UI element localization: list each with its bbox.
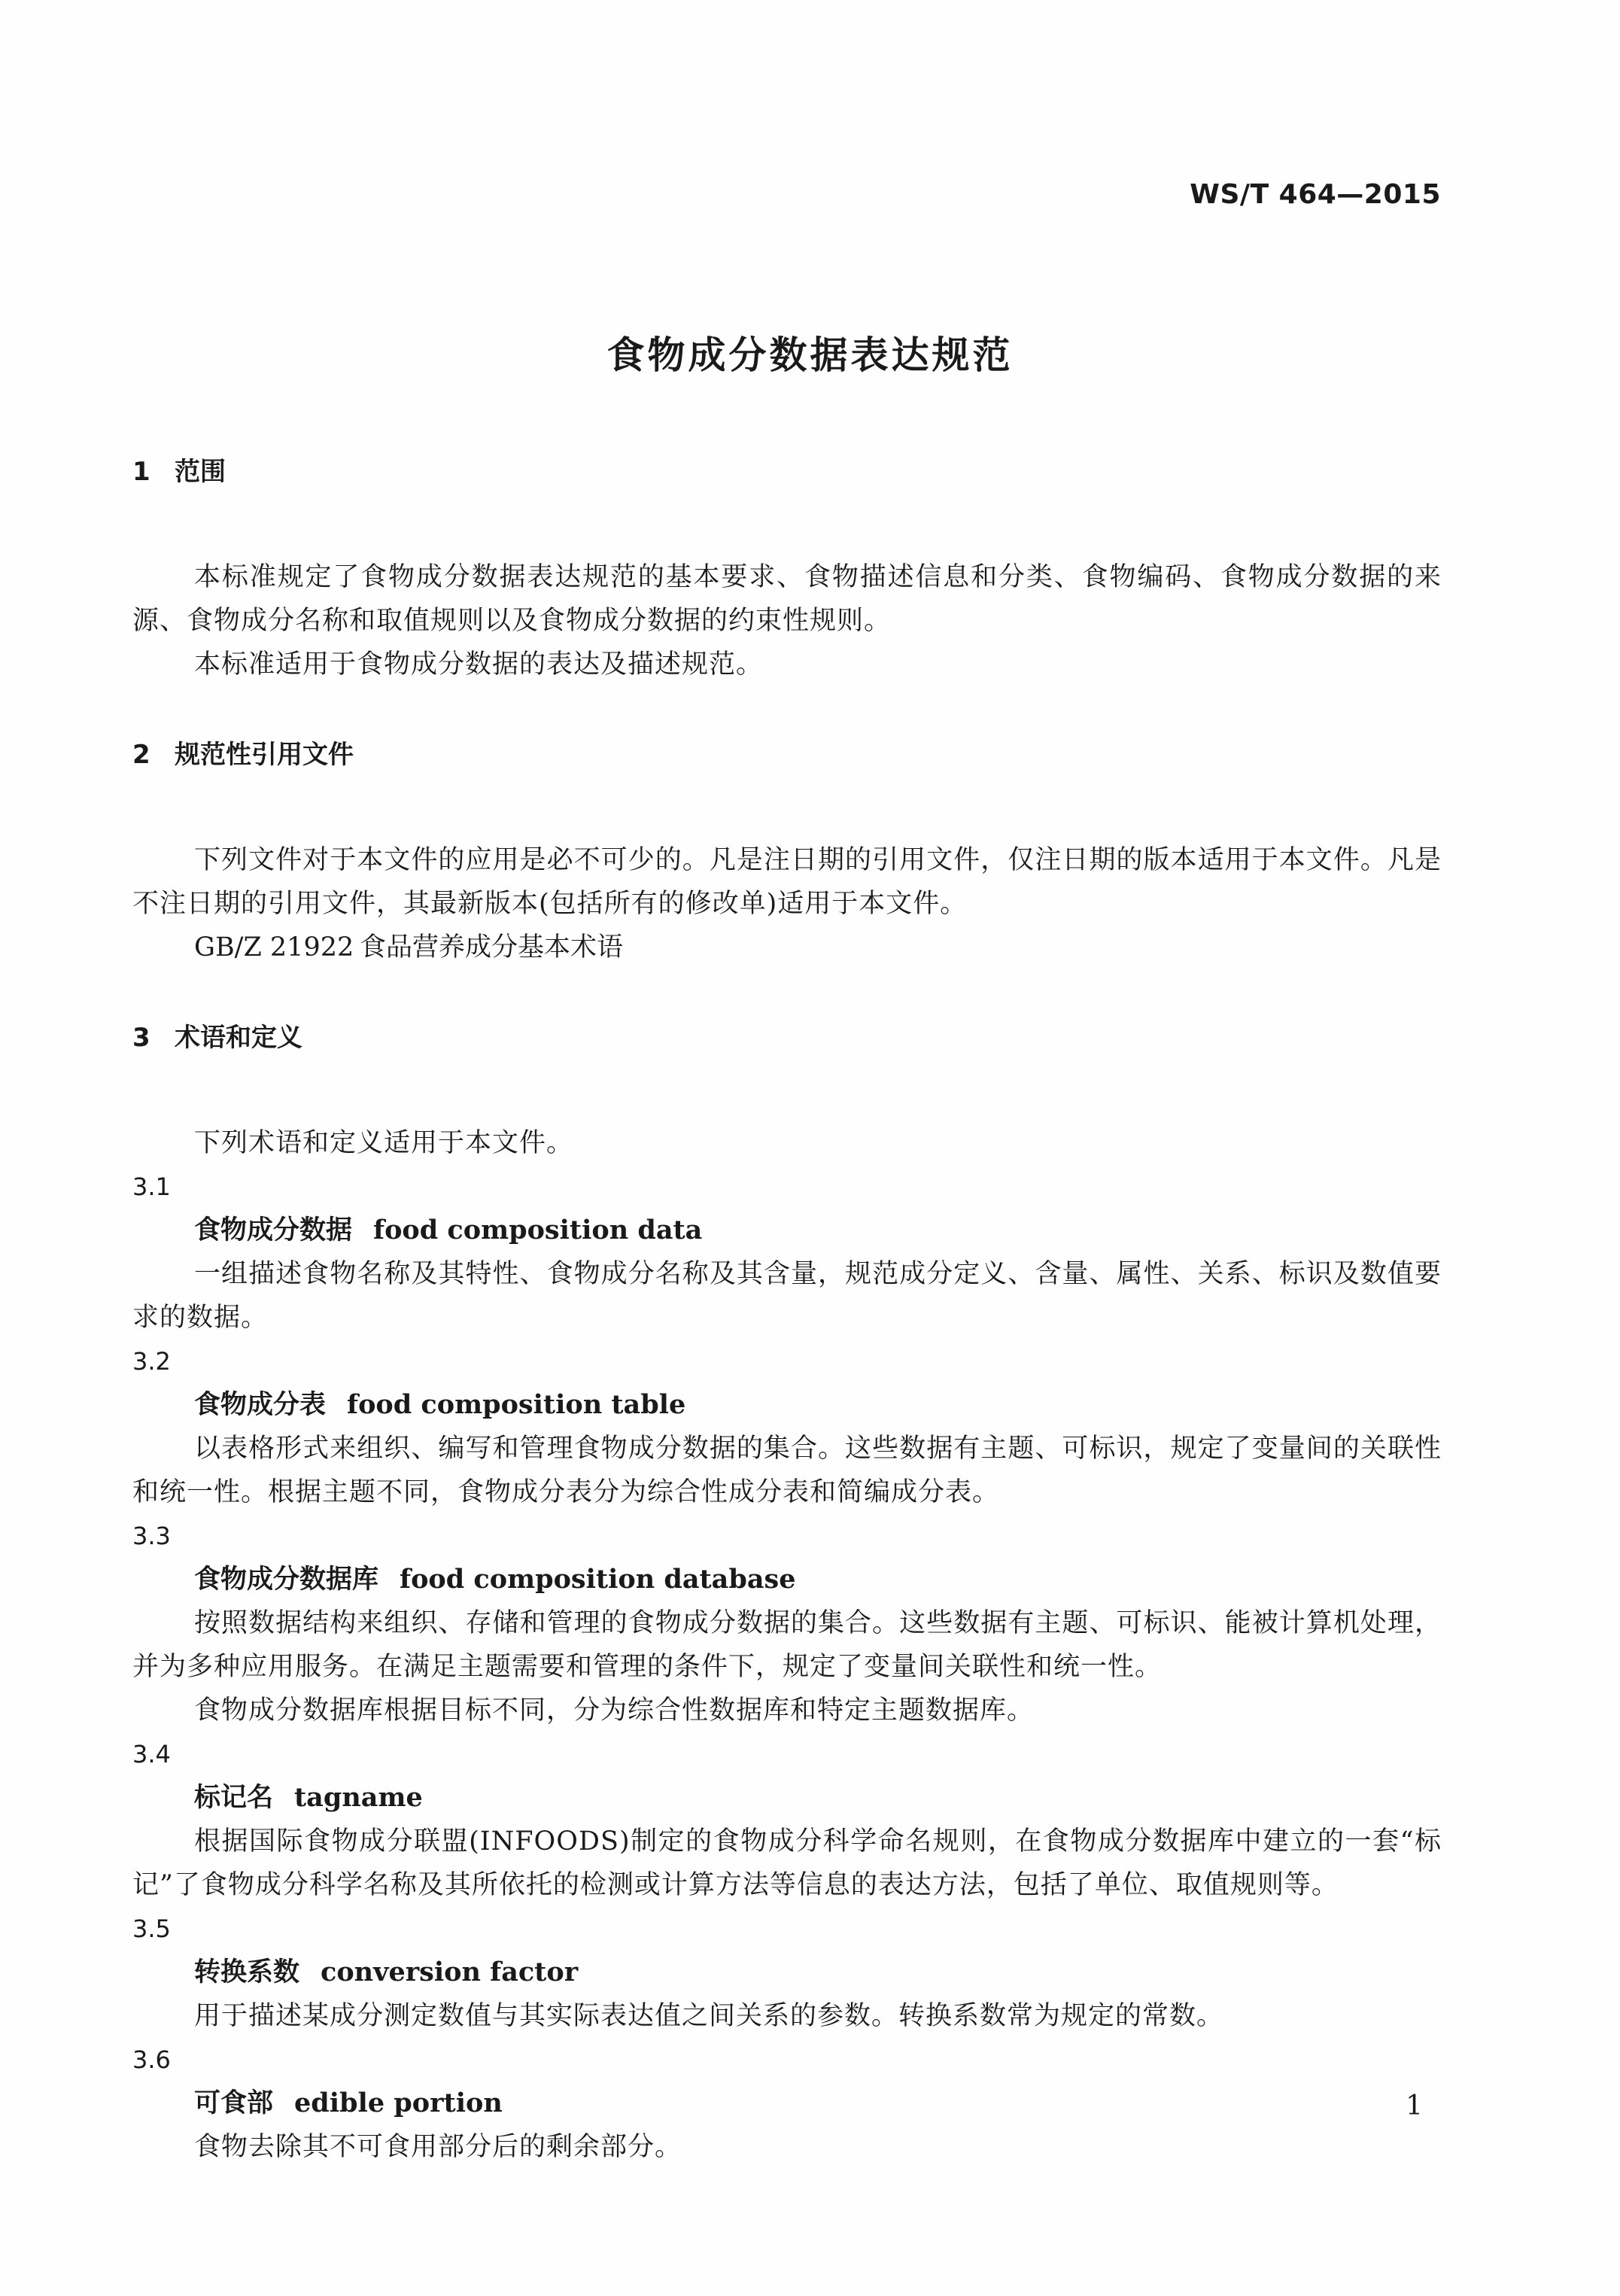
- paragraph: 下列文件对于本文件的应用是必不可少的。凡是注日期的引用文件，仅注日期的版本适用于本文件。凡是不注日期的引用文件，其最新版本(包括所有的修改单)适用于本文件。: [132, 845, 1442, 919]
- term-en: food composition database: [400, 1564, 796, 1595]
- term-number: 3.1: [132, 1172, 171, 1201]
- term-title: [132, 1951, 1442, 1994]
- term-zh: 转换系数: [194, 1957, 300, 1987]
- document-title: 食物成分数据表达规范: [606, 333, 1014, 377]
- section-number: 1: [132, 457, 150, 487]
- section-heading-scope: [132, 453, 1442, 491]
- document-code: WS/T 464—2015: [1190, 179, 1441, 210]
- term-definition: 以表格形式来组织、编写和管理食物成分数据的集合。这些数据有主题、可标识，规定了变量间的关联性和统一性。根据主题不同，食物成分表分为综合性成分表和简编成分表。: [132, 1434, 1442, 1507]
- term-number: 3.6: [132, 2045, 171, 2074]
- section-heading-normative-references: [132, 736, 1442, 774]
- term-title: [132, 1383, 1442, 1427]
- reference-entry: [132, 926, 1442, 969]
- section-title: 规范性引用文件: [175, 740, 354, 770]
- term-definition: 一组描述食物名称及其特性、食物成分名称及其含量，规范成分定义、含量、属性、关系、标识及数值要求的数据。: [132, 1259, 1442, 1333]
- term-en: tagname: [294, 1782, 423, 1813]
- term-number: 3.5: [132, 1914, 171, 1943]
- term-number: 3.3: [132, 1522, 171, 1550]
- section-number: 2: [132, 740, 150, 770]
- term-zh: 食物成分数据库: [194, 1564, 379, 1595]
- term-zh: 可食部: [194, 2088, 274, 2118]
- term-definition: 食物成分数据库根据目标不同，分为综合性数据库和特定主题数据库。: [194, 1695, 1035, 1726]
- term-zh: 食物成分数据: [194, 1215, 353, 1245]
- term-definition: 用于描述某成分测定数值与其实际表达值之间关系的参数。转换系数常为规定的常数。: [194, 2001, 1224, 2031]
- term-number: 3.4: [132, 1740, 171, 1768]
- page-number: 1: [1406, 2091, 1423, 2121]
- paragraph: 下列术语和定义适用于本文件。: [194, 1128, 574, 1158]
- term-en: edible portion: [294, 2088, 503, 2118]
- section-heading-terms-definitions: [132, 1019, 1442, 1057]
- term-en: conversion factor: [321, 1957, 579, 1987]
- term-title: [132, 2082, 1442, 2125]
- term-en: food composition data: [373, 1215, 703, 1245]
- paragraph: 本标准规定了食物成分数据表达规范的基本要求、食物描述信息和分类、食物编码、食物成分数据的来源、食物成分名称和取值规则以及食物成分数据的约束性规则。: [132, 562, 1442, 636]
- section-title: 范围: [175, 457, 226, 487]
- term-title: [132, 1209, 1442, 1252]
- paragraph: 本标准适用于食物成分数据的表达及描述规范。: [194, 649, 764, 680]
- document-body: [132, 453, 1442, 2169]
- term-definition: 按照数据结构来组织、存储和管理的食物成分数据的集合。这些数据有主题、可标识、能被计算机处理，并为多种应用服务。在满足主题需要和管理的条件下，规定了变量间关联性和统一性。: [132, 1608, 1442, 1682]
- section-title: 术语和定义: [175, 1023, 302, 1053]
- term-title: [132, 1776, 1442, 1820]
- reference-name: 食品营养成分基本术语: [360, 932, 624, 962]
- term-definition: 根据国际食物成分联盟(INFOODS)制定的食物成分科学命名规则，在食物成分数据库中建立的一套“标记”了食物成分科学名称及其所依托的检测或计算方法等信息的表达方法，包括了单位、取值规则等。: [132, 1826, 1442, 1900]
- reference-code: GB/Z 21922: [194, 932, 354, 962]
- term-title: [132, 1558, 1442, 1601]
- term-number: 3.2: [132, 1347, 171, 1376]
- section-number: 3: [132, 1023, 150, 1053]
- term-zh: 标记名: [194, 1782, 274, 1813]
- term-zh: 食物成分表: [194, 1389, 327, 1420]
- term-definition: 食物去除其不可食用部分后的剩余部分。: [194, 2132, 682, 2162]
- term-en: food composition table: [347, 1389, 686, 1420]
